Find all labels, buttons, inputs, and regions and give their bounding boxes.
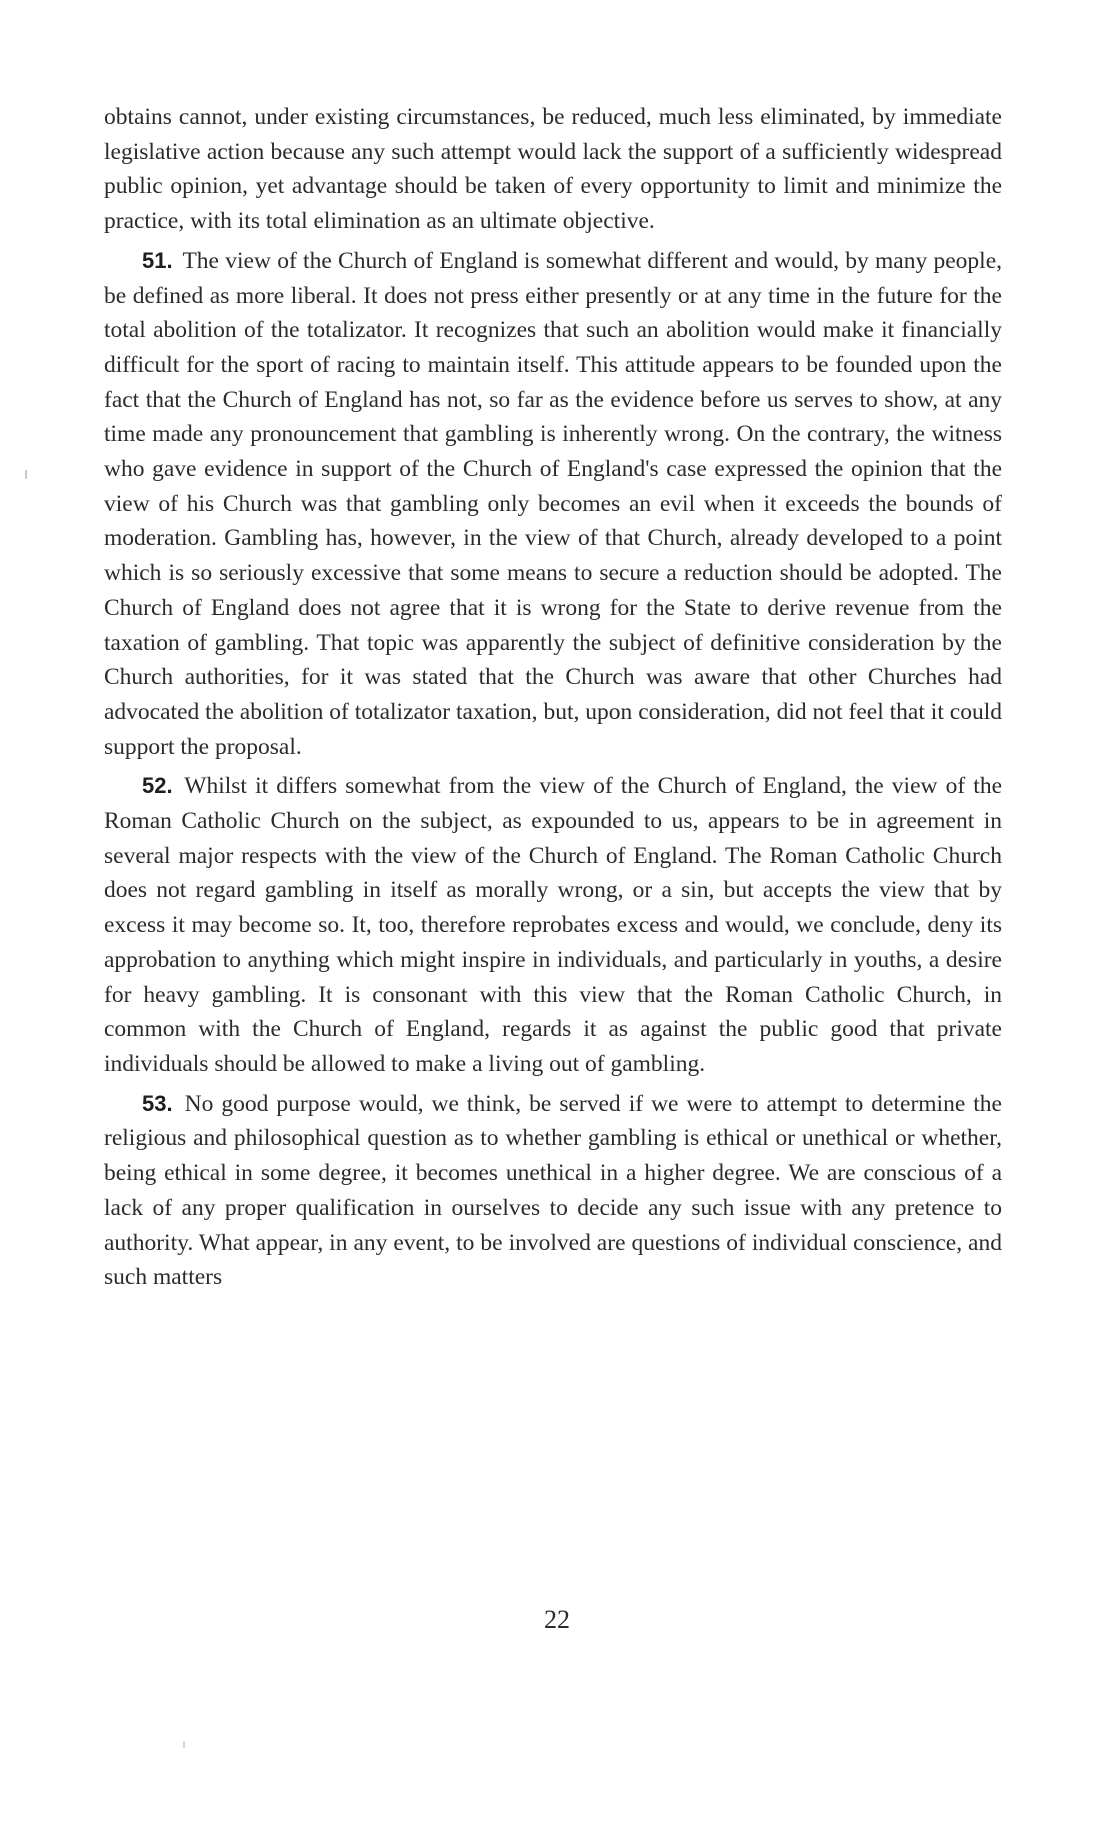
paragraph-continued xyxy=(104,100,1002,239)
paragraph-52 xyxy=(104,769,1002,1081)
paragraph-number: 52. xyxy=(142,773,173,799)
paragraph-51 xyxy=(104,244,1002,765)
margin-mark xyxy=(183,1741,185,1748)
body-text xyxy=(104,100,1002,1300)
paragraph-text: Whilst it differs somewhat from the view of the Church of England, the view of the Roman Catholic Church on the subject, as expounded to us, appears to be in agreement in several major respects with the view of the Church of England. The Roman Catholic Church does not regard gambling in itself as morally wrong, or a sin, but accepts the view that by excess it may become so. It, too, therefore reprobates excess and would, we conclude, deny its approbation to anything which might inspire in individuals, and particularly in youths, a desire for heavy gambling. It is consonant with this view that the Roman Catholic Church, in common with the Church of England, regards it as against the public good that private individuals should be allowed to make a living out of gambling. xyxy=(104,773,1003,1077)
margin-mark xyxy=(25,470,27,479)
paragraph-text: No good purpose would, we think, be served if we were to attempt to determine the religious and philosophical question as to whether gambling is ethical or unethical or whether, being ethical in some degree, it becomes unethical in a higher degree. We are conscious of a lack of any proper qualification in ourselves to decide any such issue with any pretence to authority. What appear, in any event, to be involved are questions of individual conscience, and such matters xyxy=(104,1090,1002,1291)
paragraph-53 xyxy=(104,1087,1002,1295)
paragraph-number: 53. xyxy=(142,1090,173,1116)
paragraph-number: 51. xyxy=(142,247,173,273)
paragraph-text: The view of the Church of England is somewhat different and would, by many people, be defined as more liberal. It does not press either presently or at any time in the future for the total abolition of the totalizator. It recognizes that such an abolition would make it financially difficult for the sport of racing to maintain itself. This attitude appears to be founded upon the fact that the Church of England has not, so far as the evidence before us serves to show, at any time made any pronouncement that gambling is inherently wrong. On the contrary, the witness who gave evidence in support of the Church of England's case expressed the opinion that the view of his Church was that gambling only becomes an evil when it exceeds the bounds of moderation. Gambling has, however, in the view of that Church, already developed to a point which is so seriously excessive that some means to secure a reduction should be adopted. The Church of England does not agree that it is wrong for the State to derive revenue from the taxation of gambling. That topic was apparently the subject of definitive consideration by the Church authorities, for it was stated that the Church was aware that other Churches had advocated the abolition of totalizator taxation, but, upon consideration, did not feel that it could support the proposal. xyxy=(104,247,1002,760)
paragraph-text: obtains cannot, under existing circumstances, be reduced, much less eliminated, by immediate legislative action because any such attempt would lack the support of a sufficiently widespread public opinion, yet advantage should be taken of every opportunity to limit and minimize the practice, with its total elimination as an ultimate objective. xyxy=(104,104,1002,235)
page-number: 22 xyxy=(544,1605,570,1634)
